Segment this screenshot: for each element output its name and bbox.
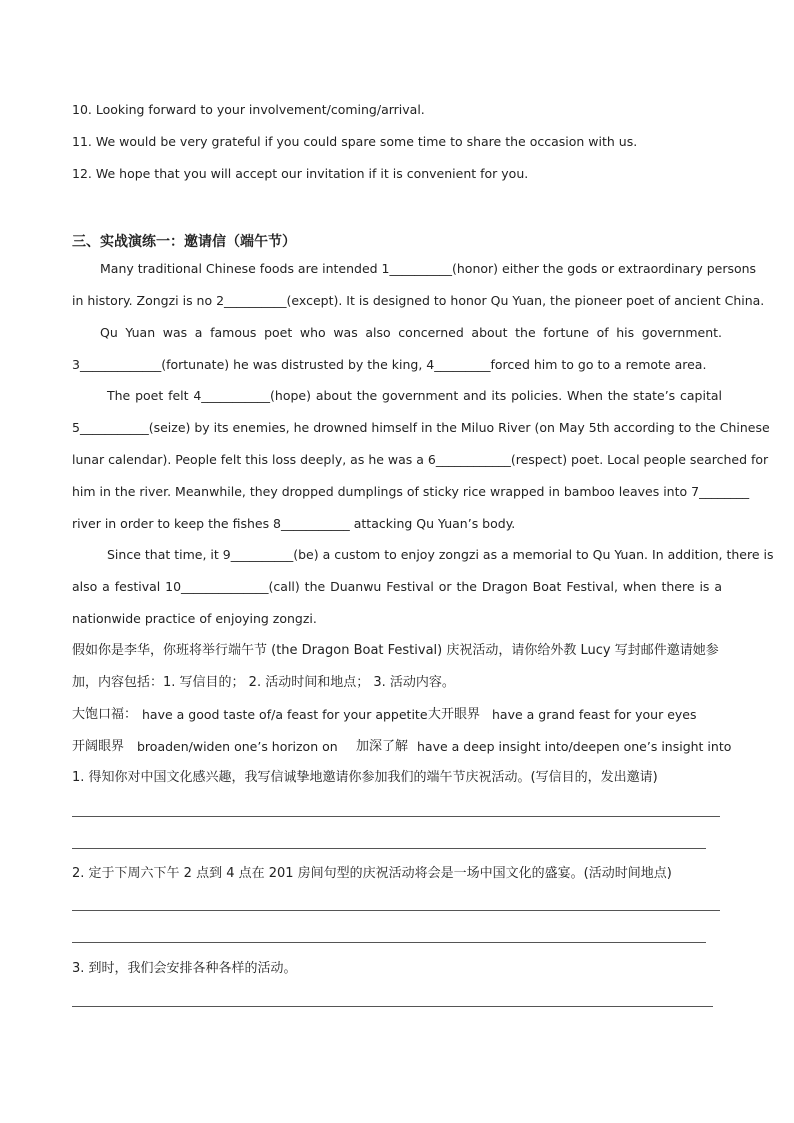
passage-line: in history. Zongzi is no 2__________(except). It is designed to honor Qu Yuan, the pioneer poet of ancient China. <box>72 293 765 308</box>
answer-line[interactable] <box>72 848 706 849</box>
passage-line: The poet felt 4___________(hope) about the government and its policies. When the state’s capital <box>107 388 722 403</box>
vocab-cn: 大饱口福： <box>72 707 138 722</box>
passage-line: 5___________(seize) by its enemies, he drowned himself in the Miluo River (on May 5th according to the Chinese <box>72 420 770 435</box>
sentence-prompt: 1. 得知你对中国文化感兴趣，我写信诚挚地邀请你参加我们的端午节庆祝活动。(写信目的，发出邀请) <box>72 770 658 785</box>
passage-line: him in the river. Meanwhile, they dropped dumplings of sticky rice wrapped in bamboo leaves into 7________ <box>72 484 750 499</box>
passage-line: Qu Yuan was a famous poet who was also concerned about the fortune of his government. <box>100 325 722 340</box>
vocab-en: have a grand feast for your eyes <box>492 707 697 722</box>
passage-line: 3_____________(fortunate) he was distrusted by the king, 4_________forced him to go to a remote area. <box>72 357 707 372</box>
passage-line: nationwide practice of enjoying zongzi. <box>72 611 317 626</box>
answer-line[interactable] <box>72 1006 713 1007</box>
vocab-cn: 加深了解 <box>356 739 409 754</box>
vocab-en: have a deep insight into/deepen one’s insight into <box>417 739 732 754</box>
answer-line[interactable] <box>72 910 720 911</box>
vocab-cn: 大开眼界 <box>428 707 481 722</box>
sentence-prompt: 3. 到时，我们会安排各种各样的活动。 <box>72 961 297 976</box>
passage-line: lunar calendar). People felt this loss deeply, as he was a 6____________(respect) poet. Local people searched for <box>72 452 769 467</box>
passage-line: also a festival 10______________(call) the Duanwu Festival or the Dragon Boat Festival, when there is a <box>72 579 722 594</box>
vocab-en: have a good taste of/a feast for your appetite <box>142 707 428 722</box>
phrase-item: 11. We would be very grateful if you could spare some time to share the occasion with us. <box>72 134 638 149</box>
passage-line: Many traditional Chinese foods are intended 1__________(honor) either the gods or extraordinary persons <box>100 261 757 276</box>
section-title: 三、实战演练一：邀请信（端午节） <box>72 234 296 250</box>
passage-line: Since that time, it 9__________(be) a custom to enjoy zongzi as a memorial to Qu Yuan. In addition, there is <box>107 547 774 562</box>
phrase-item: 10. Looking forward to your involvement/coming/arrival. <box>72 102 425 117</box>
phrase-item: 12. We hope that you will accept our invitation if it is convenient for you. <box>72 166 529 181</box>
sentence-prompt: 2. 定于下周六下午 2 点到 4 点在 201 房间句型的庆祝活动将会是一场中国文化的盛宴。(活动时间地点) <box>72 866 672 881</box>
vocab-cn: 开阔眼界 <box>72 739 125 754</box>
task-line: 加，内容包括：1. 写信目的； 2. 活动时间和地点； 3. 活动内容。 <box>72 675 455 690</box>
passage-line: river in order to keep the fishes 8___________ attacking Qu Yuan’s body. <box>72 516 516 531</box>
answer-line[interactable] <box>72 816 720 817</box>
vocab-en: broaden/widen one’s horizon on <box>137 739 338 754</box>
task-line: 假如你是李华，你班将举行端午节 (the Dragon Boat Festival) 庆祝活动，请你给外教 Lucy 写封邮件邀请她参 <box>72 643 719 658</box>
answer-line[interactable] <box>72 942 706 943</box>
